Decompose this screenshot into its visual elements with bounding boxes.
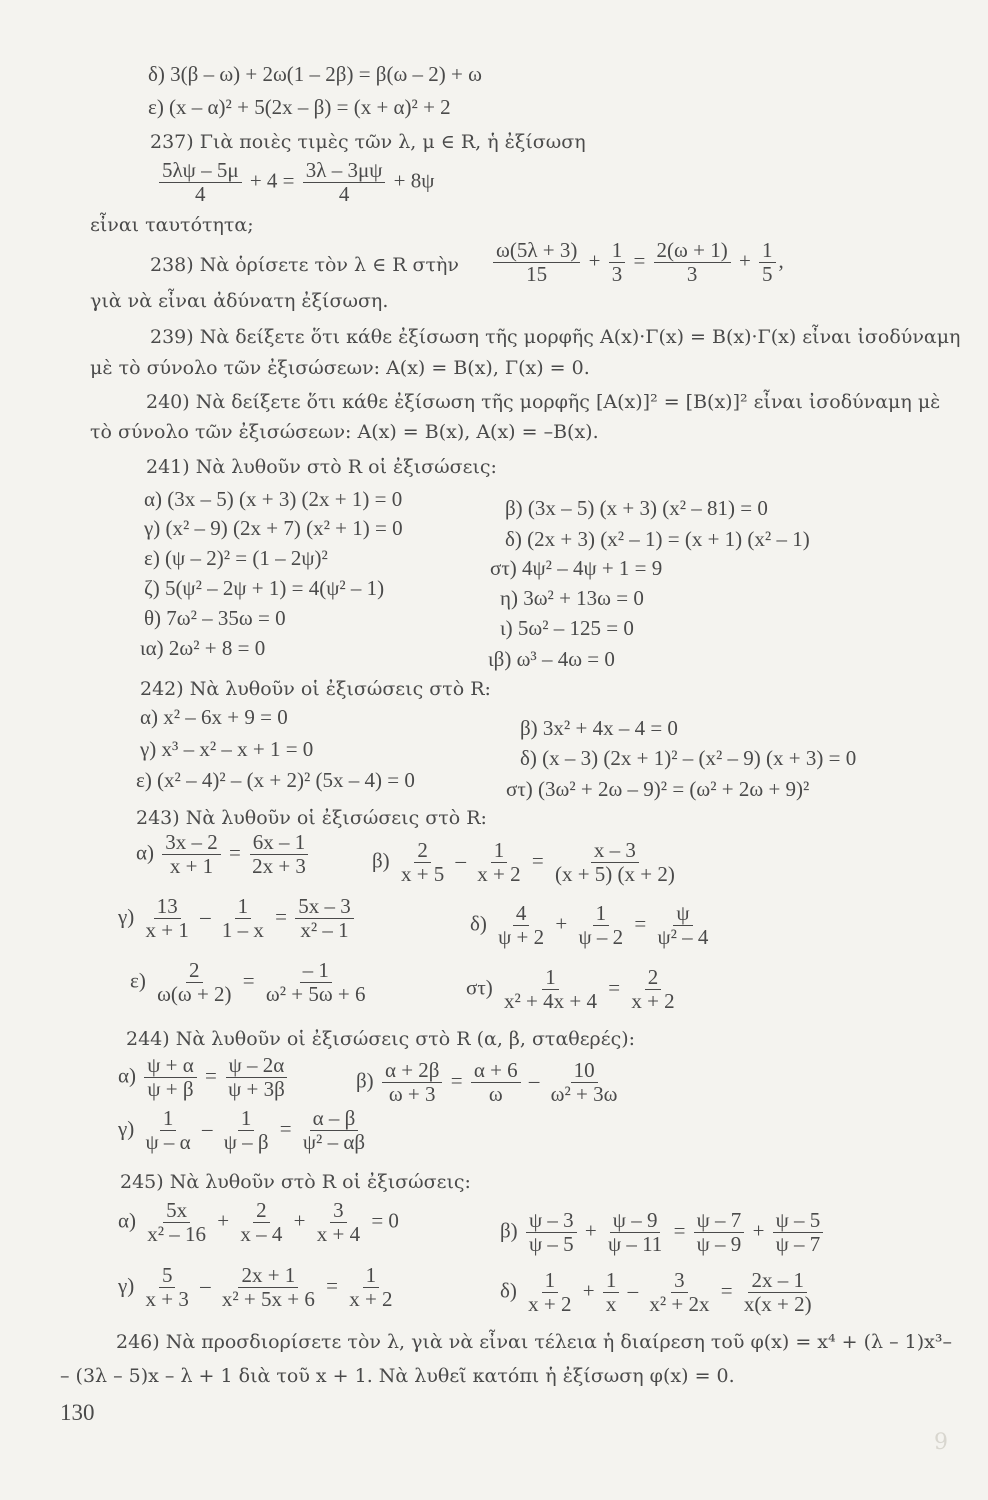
- exercise-236-e: ε) (x – α)² + 5(2x – β) = (x + α)² + 2: [148, 95, 451, 119]
- exercise-244-a: α) $\frac{\psi + \alpha}{\psi + \beta}$ = $\frac{\psi - 2\alpha}{\psi + 3\beta}$: [118, 1055, 291, 1100]
- exercise-245-heading: 245) Νὰ λυθοῦν στὸ R οἱ ἐξισώσεις:: [120, 1171, 471, 1193]
- exercise-241-b: β) (3x – 5) (x + 3) (x² – 81) = 0: [505, 496, 768, 520]
- exercise-243-e: ε) $\frac{2}{\omega(\omega + 2)}$ = $\frac{- 1}{\text{ω² + 5ω + 6}}$: [130, 960, 372, 1005]
- exercise-241-e: ε) (ψ – 2)² = (1 – 2ψ)²: [144, 546, 328, 570]
- fraction: $\frac{1}{3}$: [609, 240, 626, 285]
- fraction: $\frac{x - 3}{(x + 5) (x + 2)}$: [554, 838, 675, 886]
- fraction: $\frac{1}{5}$: [759, 240, 776, 285]
- fraction: $\frac{10}{\text{ω² + 3ω}}$: [550, 1058, 618, 1106]
- fraction: $\frac{5\lambda\psi - 5\mu}{4}$: [159, 160, 242, 205]
- exercise-240-line1: 240) Νὰ δείξετε ὅτι κάθε ἐξίσωση τῆς μορφῆς [A(x)]² = [B(x)]² εἶναι ἰσοδύναμη μὲ: [146, 391, 941, 413]
- fraction: $\frac{\alpha + 6}{\omega}$: [471, 1060, 521, 1105]
- exercise-243-heading: 243) Νὰ λυθοῦν οἱ ἐξισώσεις στὸ R:: [136, 807, 487, 829]
- exercise-241-th: θ) 7ω² – 35ω = 0: [144, 606, 286, 630]
- exercise-243-g: γ) $\frac{13}{x + 1}$ – $\frac{1}{1 - x}$ = $\frac{5x - 3}{\text{x² – 1}}$: [118, 896, 357, 941]
- fraction: $\frac{1}{x + 2}$: [477, 838, 521, 886]
- exercise-240-line2: τὸ σύνολο τῶν ἐξισώσεων: A(x) = B(x), A(x) = –B(x).: [90, 421, 599, 443]
- fraction: $\frac{\psi - 7}{\psi - 9}$: [694, 1210, 745, 1255]
- fraction: $\frac{5x - 3}{\text{x² – 1}}$: [295, 896, 354, 941]
- fraction: $\frac{2}{x - 4}$: [240, 1198, 283, 1246]
- fraction: $\frac{- 1}{\text{ω² + 5ω + 6}}$: [265, 958, 366, 1006]
- fraction: $\frac{\omega(5\lambda + 3)}{15}$: [493, 240, 580, 285]
- exercise-244-g: γ) $\frac{1}{\psi - \alpha}$ – $\frac{1}{\psi - \beta}$ = $\frac{\alpha - \beta}{\text{ψ² – αβ}}$: [118, 1108, 371, 1153]
- exercise-245-b: β) $\frac{\psi - 3}{\psi - 5}$ + $\frac{\psi - 9}{\psi - 11}$ = $\frac{\psi - 7}{\psi - 9}$ + $\frac{\psi - 5}{\psi - 7}$: [500, 1210, 826, 1255]
- exercise-245-a: α) $\frac{5x}{\text{x² – 16}}$ + $\frac{2}{x - 4}$ + $\frac{3}{x + 4}$ = 0: [118, 1198, 399, 1246]
- fraction: $\frac{1}{1 - x}$: [221, 894, 264, 942]
- bleed-through-mark: 9: [934, 1430, 948, 1455]
- exercise-243-st: στ) $\frac{1}{\text{x² + 4x + 4}}$ = $\frac{2}{x + 2}$: [466, 967, 681, 1012]
- exercise-243-a: α) $\frac{3x - 2}{x + 1}$ = $\frac{6x - 1}{2x + 3}$: [136, 832, 312, 877]
- exercise-245-d: δ) $\frac{1}{x + 2}$ + $\frac{1}{x}$ – $\frac{3}{\text{x² + 2x}}$ = $\frac{2x - 1}{x(x + 2)}$: [500, 1270, 818, 1315]
- fraction: $\frac{2x - 1}{x(x + 2)}$: [743, 1268, 812, 1316]
- exercise-238-heading: 238) Νὰ ὁρίσετε τὸν λ ∈ R στὴν: [150, 254, 459, 276]
- exercise-242-d: δ) (x – 3) (2x + 1)² – (x² – 9) (x + 3) = 0: [520, 746, 857, 770]
- fraction: $\frac{1}{x + 2}$: [349, 1263, 393, 1311]
- fraction: $\frac{1}{\psi - \beta}$: [223, 1106, 269, 1154]
- exercise-241-d: δ) (2x + 3) (x² – 1) = (x + 1) (x² – 1): [505, 527, 810, 551]
- exercise-246-line2: – (3λ – 5)x – λ + 1 διὰ τοῦ x + 1. Νὰ λυθεῖ κατόπι ἡ ἐξίσωση φ(x) = 0.: [60, 1365, 735, 1387]
- fraction: $\frac{2x + 1}{\text{x² + 5x + 6}}$: [221, 1263, 315, 1311]
- exercise-241-st: στ) 4ψ² – 4ψ + 1 = 9: [490, 556, 663, 580]
- fraction: $\frac{1}{\psi - 2}$: [578, 901, 624, 949]
- exercise-241-heading: 241) Νὰ λυθοῦν στὸ R οἱ ἐξισώσεις:: [146, 456, 497, 478]
- exercise-244-heading: 244) Νὰ λυθοῦν οἱ ἐξισώσεις στὸ R (α, β, σταθερές):: [126, 1028, 636, 1050]
- fraction: $\frac{2}{x + 5}$: [400, 838, 445, 886]
- exercise-245-g: γ) $\frac{5}{x + 3}$ – $\frac{2x + 1}{\text{x² + 5x + 6}}$ = $\frac{1}{x + 2}$: [118, 1265, 399, 1310]
- fraction: $\frac{3x - 2}{x + 1}$: [162, 832, 221, 877]
- fraction: $\frac{1}{x}$: [603, 1270, 620, 1315]
- exercise-241-a: α) (3x – 5) (x + 3) (2x + 1) = 0: [144, 487, 403, 511]
- fraction: $\frac{1}{\text{x² + 4x + 4}}$: [504, 965, 597, 1013]
- exercise-241-g: γ) (x² – 9) (2x + 7) (x² + 1) = 0: [144, 516, 403, 540]
- exercise-243-b: β) $\frac{2}{x + 5}$ – $\frac{1}{x + 2}$ = $\frac{x - 3}{(x + 5) (x + 2)}$: [372, 840, 681, 885]
- exercise-237-end: εἶναι ταυτότητα;: [90, 214, 254, 236]
- fraction: $\frac{2}{x + 2}$: [631, 965, 675, 1013]
- fraction: $\frac{5}{x + 3}$: [145, 1263, 189, 1311]
- exercise-242-heading: 242) Νὰ λυθοῦν οἱ ἐξισώσεις στὸ R:: [140, 678, 491, 700]
- fraction: $\frac{6x - 1}{2x + 3}$: [249, 832, 309, 877]
- fraction: $\frac{2}{\omega(\omega + 2)}$: [157, 958, 232, 1006]
- exercise-241-z: ζ) 5(ψ² – 2ψ + 1) = 4(ψ² – 1): [144, 576, 385, 600]
- exercise-241-h: η) 3ω² + 13ω = 0: [500, 586, 644, 610]
- fraction: $\frac{3}{\text{x² + 2x}}$: [649, 1268, 710, 1316]
- exercise-236-d: δ) 3(β – ω) + 2ω(1 – 2β) = β(ω – 2) + ω: [148, 62, 482, 86]
- fraction: $\frac{\psi - 5}{\psi - 7}$: [773, 1210, 824, 1255]
- exercise-242-st: στ) (3ω² + 2ω – 9)² = (ω² + 2ω + 9)²: [506, 777, 810, 801]
- fraction: $\frac{4}{\psi + 2}$: [498, 901, 545, 949]
- page-number: 130: [60, 1400, 95, 1425]
- fraction: $\frac{\psi + \alpha}{\psi + \beta}$: [144, 1055, 197, 1100]
- exercise-246-line1: 246) Νὰ προσδιορίσετε τὸν λ, γιὰ νὰ εἶναι τέλεια ἡ διαίρεση τοῦ φ(x) = x⁴ + (λ – 1)x³–: [116, 1331, 952, 1353]
- fraction: $\frac{3\lambda - 3\mu\psi}{4}$: [303, 160, 386, 205]
- exercise-241-i: ι) 5ω² – 125 = 0: [500, 616, 634, 640]
- exercise-242-b: β) 3x² + 4x – 4 = 0: [520, 716, 678, 740]
- fraction: $\frac{\alpha + 2\beta}{\omega + 3}$: [382, 1060, 443, 1105]
- exercise-242-g: γ) x³ – x² – x + 1 = 0: [140, 737, 314, 761]
- fraction: $\frac{5x}{\text{x² – 16}}$: [147, 1198, 207, 1246]
- exercise-242-e: ε) (x² – 4)² – (x + 2)² (5x – 4) = 0: [136, 768, 415, 792]
- fraction: $\frac{1}{\psi - \alpha}$: [145, 1106, 191, 1154]
- exercise-238-equation: $\frac{\omega(5\lambda + 3)}{15}$ + $\frac{1}{3}$ = $\frac{2(\omega + 1)}{3}$ + $\frac{1}{5}$ ,: [490, 240, 784, 285]
- fraction: $\frac{3}{x + 4}$: [316, 1198, 361, 1246]
- fraction: $\frac{\psi - 3}{\psi - 5}$: [526, 1210, 577, 1255]
- exercise-239-line1: 239) Νὰ δείξετε ὅτι κάθε ἐξίσωση τῆς μορφῆς A(x)·Γ(x) = B(x)·Γ(x) εἶναι ἰσοδύναμη: [150, 326, 961, 348]
- exercise-237-equation: $\frac{5\lambda\psi - 5\mu}{4}$ + 4 = $\frac{3\lambda - 3\mu\psi}{4}$ + 8ψ: [156, 160, 434, 205]
- exercise-241-ib: ιβ) ω³ – 4ω = 0: [488, 647, 615, 671]
- exercise-241-ia: ια) 2ω² + 8 = 0: [140, 636, 266, 660]
- exercise-239-line2: μὲ τὸ σύνολο τῶν ἐξισώσεων: A(x) = B(x), Γ(x) = 0.: [90, 357, 590, 379]
- exercise-243-d: δ) $\frac{4}{\psi + 2}$ + $\frac{1}{\psi - 2}$ = $\frac{\psi}{\text{ψ² – 4}}$: [470, 903, 714, 948]
- exercise-242-a: α) x² – 6x + 9 = 0: [140, 705, 288, 729]
- fraction: $\frac{13}{x + 1}$: [145, 894, 189, 942]
- exercise-237-heading: 237) Γιὰ ποιὲς τιμὲς τῶν λ, μ ∈ R, ἡ ἐξίσωση: [150, 131, 586, 153]
- fraction: $\frac{\psi - 9}{\psi - 11}$: [607, 1208, 663, 1256]
- fraction: $\frac{\alpha - \beta}{\text{ψ² – αβ}}$: [302, 1106, 366, 1154]
- exercise-238-end: γιὰ νὰ εἶναι ἀδύνατη ἐξίσωση.: [90, 290, 389, 312]
- fraction: $\frac{2(\omega + 1)}{3}$: [654, 240, 731, 285]
- fraction: $\frac{1}{x + 2}$: [528, 1268, 572, 1316]
- fraction: $\frac{\psi}{\text{ψ² – 4}}$: [657, 901, 709, 949]
- fraction: $\frac{\psi - 2\alpha}{\psi + 3\beta}$: [225, 1055, 288, 1100]
- exercise-244-b: β) $\frac{\alpha + 2\beta}{\omega + 3}$ = $\frac{\alpha + 6}{\omega}$ – $\frac{10}{\text{ω² + 3ω}}$: [356, 1060, 623, 1105]
